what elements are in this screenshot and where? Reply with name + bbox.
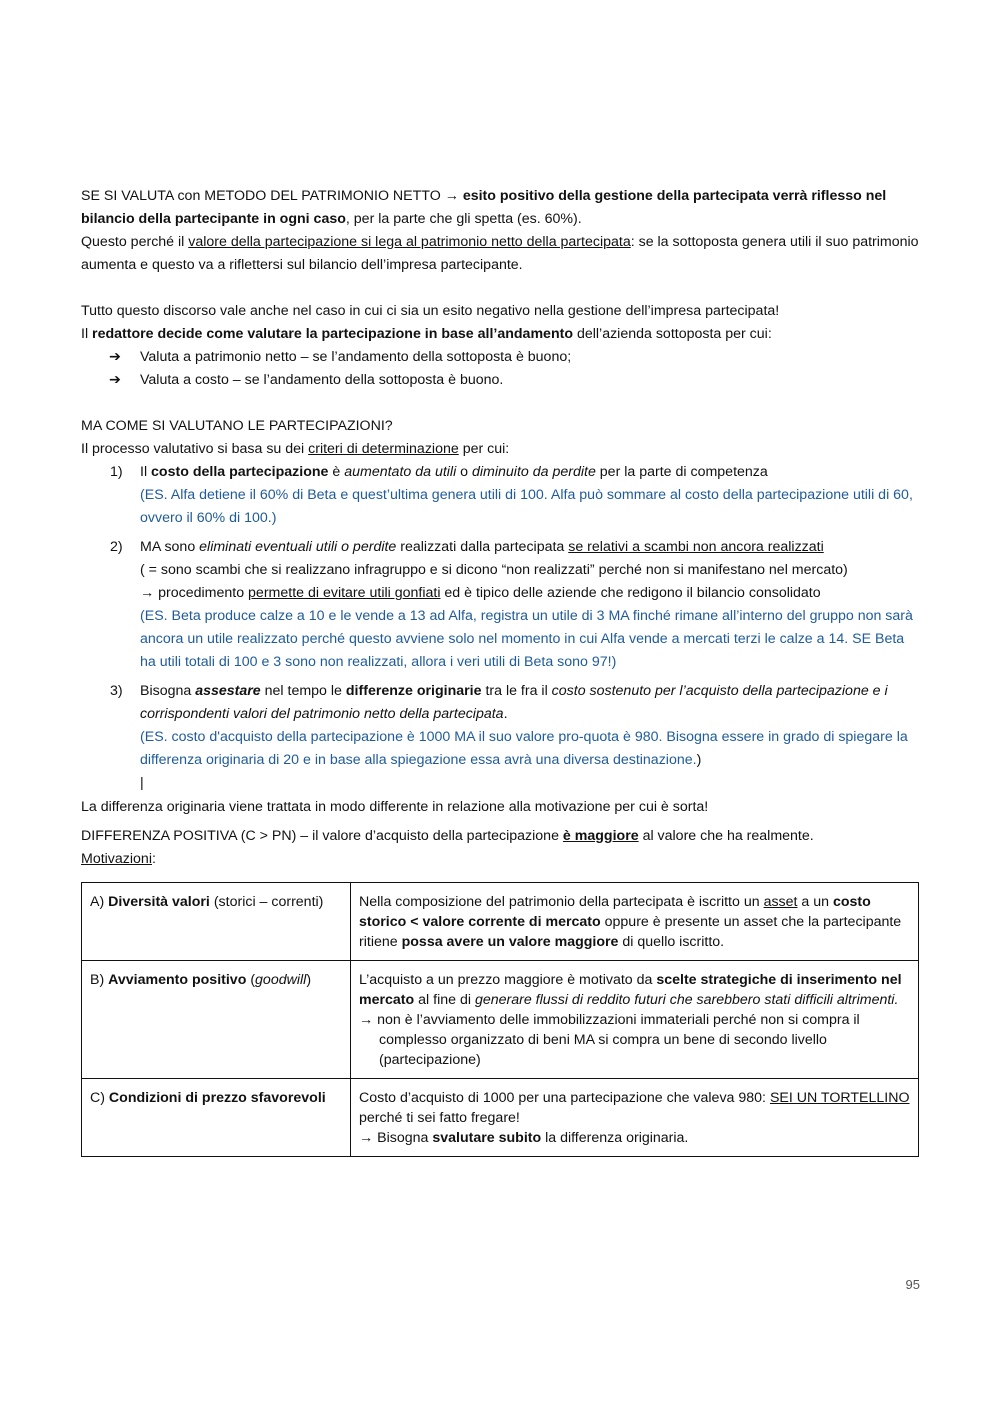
text-run: , per la parte che gli spetta (es. 60%). (345, 211, 582, 227)
section-heading: MA COME SI VALUTANO LE PARTECIPAZIONI? (81, 418, 393, 434)
criterion-item-1 (81, 461, 921, 530)
bold-text: costo della partecipazione (151, 464, 329, 480)
bold-text: esito positivo della gestione della partecipata verrà riflesso nel bilancio della partecipante in ogni caso (81, 188, 887, 227)
criterion-text (140, 461, 921, 484)
text-run: : se la sottoposta genera utili il suo patrimonio aumenta e questo va a riflettersi sul bilancio dell’impresa partecipante. (81, 234, 919, 273)
text-run: MA sono (140, 539, 200, 555)
text-run: (storici – correnti) (209, 894, 324, 910)
example-text: (ES. costo d'acquisto della partecipazione è 1000 MA il suo valore pro-quota è 980. Bisogna essere in grado di spiegare la differenza originaria di 20 e in base alla spiegazione essa avrà una diversa destinazione. (140, 729, 908, 768)
bold-underlined-text: è maggiore (562, 828, 639, 844)
cell-note (359, 1128, 910, 1148)
criterion-note: ( = sono scambi che si realizzano infragruppo e si dicono “non realizzati” perché non si manifestano nel mercato) (140, 562, 848, 578)
text-run: nel tempo le (260, 683, 346, 699)
text-run: di quello iscritto. (618, 934, 725, 950)
table-row (82, 883, 919, 961)
example-text: (ES. Beta produce calze a 10 e le vende a 13 ad Alfa, registra un utile di 3 MA finché rimane all’interno del gruppo non sarà ancora un utile realizzato perché questo avviene solo nel momento in cui Alfa vende a mercati terzi le calze a 14. SE Beta ha utili totali di 100 e 3 sono non realizzati, allora i veri utili di Beta sono 97!) (140, 608, 913, 670)
cell-paragraph (359, 1088, 910, 1128)
table-cell (82, 961, 351, 1079)
intro-paragraph-2 (81, 231, 921, 277)
text-run: oppure è presente un asset che la partecipante ritiene (359, 914, 902, 950)
table-cell (351, 1079, 919, 1157)
table-cell (82, 1079, 351, 1157)
motivations-table (81, 882, 919, 1157)
text-run: : (151, 851, 156, 867)
italic-text: generare flussi di reddito futuri che sarebbero stati difficili altrimenti. (474, 992, 899, 1008)
intro-paragraph-1 (81, 185, 921, 231)
example-text: (ES. Alfa detiene il 60% di Beta e quest’ultima genera utili di 100. Alfa può sommare al costo della partecipazione utili di 60, ovvero il 60% di 100.) (140, 487, 913, 526)
text-run: L’acquisto a un prezzo maggiore è motivato da (359, 972, 657, 988)
text-run: al valore che ha realmente. (638, 828, 814, 844)
bold-text: Avviamento positivo (108, 972, 247, 988)
bold-text: redattore decide come valutare la partecipazione in base all’andamento (92, 326, 574, 342)
bold-text: Diversità valori (108, 894, 210, 910)
criterion-text (140, 680, 921, 726)
text-run: A) (90, 894, 109, 910)
underlined-text: permette di evitare utili gonfiati (248, 585, 441, 601)
text-run: DIFFERENZA POSITIVA (C > PN) – il valore d’acquisto della partecipazione (81, 828, 563, 844)
text-run: Costo d’acquisto di 1000 per una partecipazione che valeva 980: (359, 1090, 770, 1106)
text-run: ) (306, 972, 312, 988)
text-run: per la parte di competenza (595, 464, 768, 480)
text-run: → Bisogna (359, 1130, 433, 1146)
negative-paragraph: Tutto questo discorso vale anche nel caso in cui ci sia un esito negativo nella gestione dell’impresa partecipata! (81, 303, 780, 319)
italic-text: aumentato da utili (344, 464, 457, 480)
item-number: 1) (110, 464, 123, 480)
text-run: Il (81, 326, 93, 342)
text-run: ) (696, 752, 702, 768)
cell-note: → non è l’avviamento delle immobilizzazioni immateriali perché non si compra il complesso organizzato di beni MA si compra un bene di secondo livello (partecipazione) (359, 1012, 860, 1068)
underlined-text: valore della partecipazione si lega al patrimonio netto della partecipata (188, 234, 631, 250)
item-number: 3) (110, 683, 123, 699)
method-intro (81, 438, 921, 461)
positive-difference-paragraph (81, 825, 921, 848)
document-page (81, 185, 921, 1157)
motivations-label (81, 848, 921, 871)
text-run: è (328, 464, 345, 480)
item-number: 2) (110, 539, 123, 555)
table-cell (82, 883, 351, 961)
underlined-text: se relativi a scambi non ancora realizzati (568, 539, 824, 555)
cell-paragraph (359, 970, 910, 1010)
text-run: dell’azienda sottoposta per cui: (573, 326, 772, 342)
text-cursor: | (140, 775, 144, 791)
difference-paragraph: La differenza originaria viene trattata in modo differente in relazione alla motivazione per cui è sorta! (81, 799, 709, 815)
table-cell (351, 883, 919, 961)
italic-text: diminuito da perdite (472, 464, 596, 480)
decision-paragraph (81, 323, 921, 346)
criterion-text (140, 536, 921, 559)
underlined-text: SEI UN TORTELLINO (769, 1090, 910, 1106)
text-run: realizzati dalla partecipata (396, 539, 569, 555)
text-run: o (456, 464, 473, 480)
text-run: Il (140, 464, 152, 480)
list-item (81, 369, 921, 392)
bold-text: possa avere un valore maggiore (401, 934, 619, 950)
italic-text: eliminati eventuali utili o perdite (199, 539, 397, 555)
underlined-text: Motivazioni (81, 851, 152, 867)
text-run: . (503, 706, 508, 722)
text-run: tra le fra il (481, 683, 552, 699)
bold-text: svalutare subito (432, 1130, 542, 1146)
text-run: C) (90, 1090, 109, 1106)
list-item (81, 346, 921, 369)
underlined-text: asset (763, 894, 798, 910)
italic-text: goodwill (255, 972, 307, 988)
text-run: ( (246, 972, 256, 988)
criterion-item-3 (81, 680, 921, 795)
bold-text: differenze originarie (345, 683, 482, 699)
text-run: la differenza originaria. (541, 1130, 689, 1146)
table-row (82, 961, 919, 1079)
list-item-text: Valuta a costo – se l’andamento della sottoposta è buono. (140, 372, 504, 388)
valuation-list (81, 346, 921, 392)
text-run: a un (797, 894, 833, 910)
list-item-text: Valuta a patrimonio netto – se l’andamento della sottoposta è buono; (140, 349, 572, 365)
bold-text: costo storico < valore corrente di mercato (359, 894, 871, 930)
criterion-item-2 (81, 536, 921, 674)
bold-italic-text: assestare (195, 683, 261, 699)
text-run: → procedimento (140, 585, 249, 601)
bold-text: Condizioni di prezzo sfavorevoli (108, 1090, 326, 1106)
arrow-icon: ➔ (109, 372, 121, 388)
text-run: B) (90, 972, 109, 988)
table-cell (351, 961, 919, 1079)
example-paragraph (140, 726, 921, 772)
text-run: Questo perché il (81, 234, 189, 250)
text-run: ed è tipico delle aziende che redigono il bilancio consolidato (440, 585, 821, 601)
text-run: Il processo valutativo si basa su dei (81, 441, 309, 457)
table-row (82, 1079, 919, 1157)
criterion-note (140, 582, 921, 605)
text-run: al fine di (414, 992, 475, 1008)
italic-text: costo sostenuto per l’acquisto della partecipazione e i corrispondenti valori del patrimonio netto della partecipata (140, 683, 888, 722)
page-number: 95 (905, 1277, 920, 1292)
underlined-text: criteri di determinazione (308, 441, 459, 457)
text-run: SE SI VALUTA con METODO DEL PATRIMONIO NETTO → (81, 188, 463, 204)
text-run: perché ti sei fatto fregare! (359, 1110, 520, 1126)
text-run: Bisogna (140, 683, 196, 699)
text-run: Nella composizione del patrimonio della partecipata è iscritto un (359, 894, 764, 910)
arrow-icon: ➔ (109, 349, 121, 365)
text-run: per cui: (458, 441, 510, 457)
bold-text: scelte strategiche di inserimento nel mercato (359, 972, 902, 1008)
